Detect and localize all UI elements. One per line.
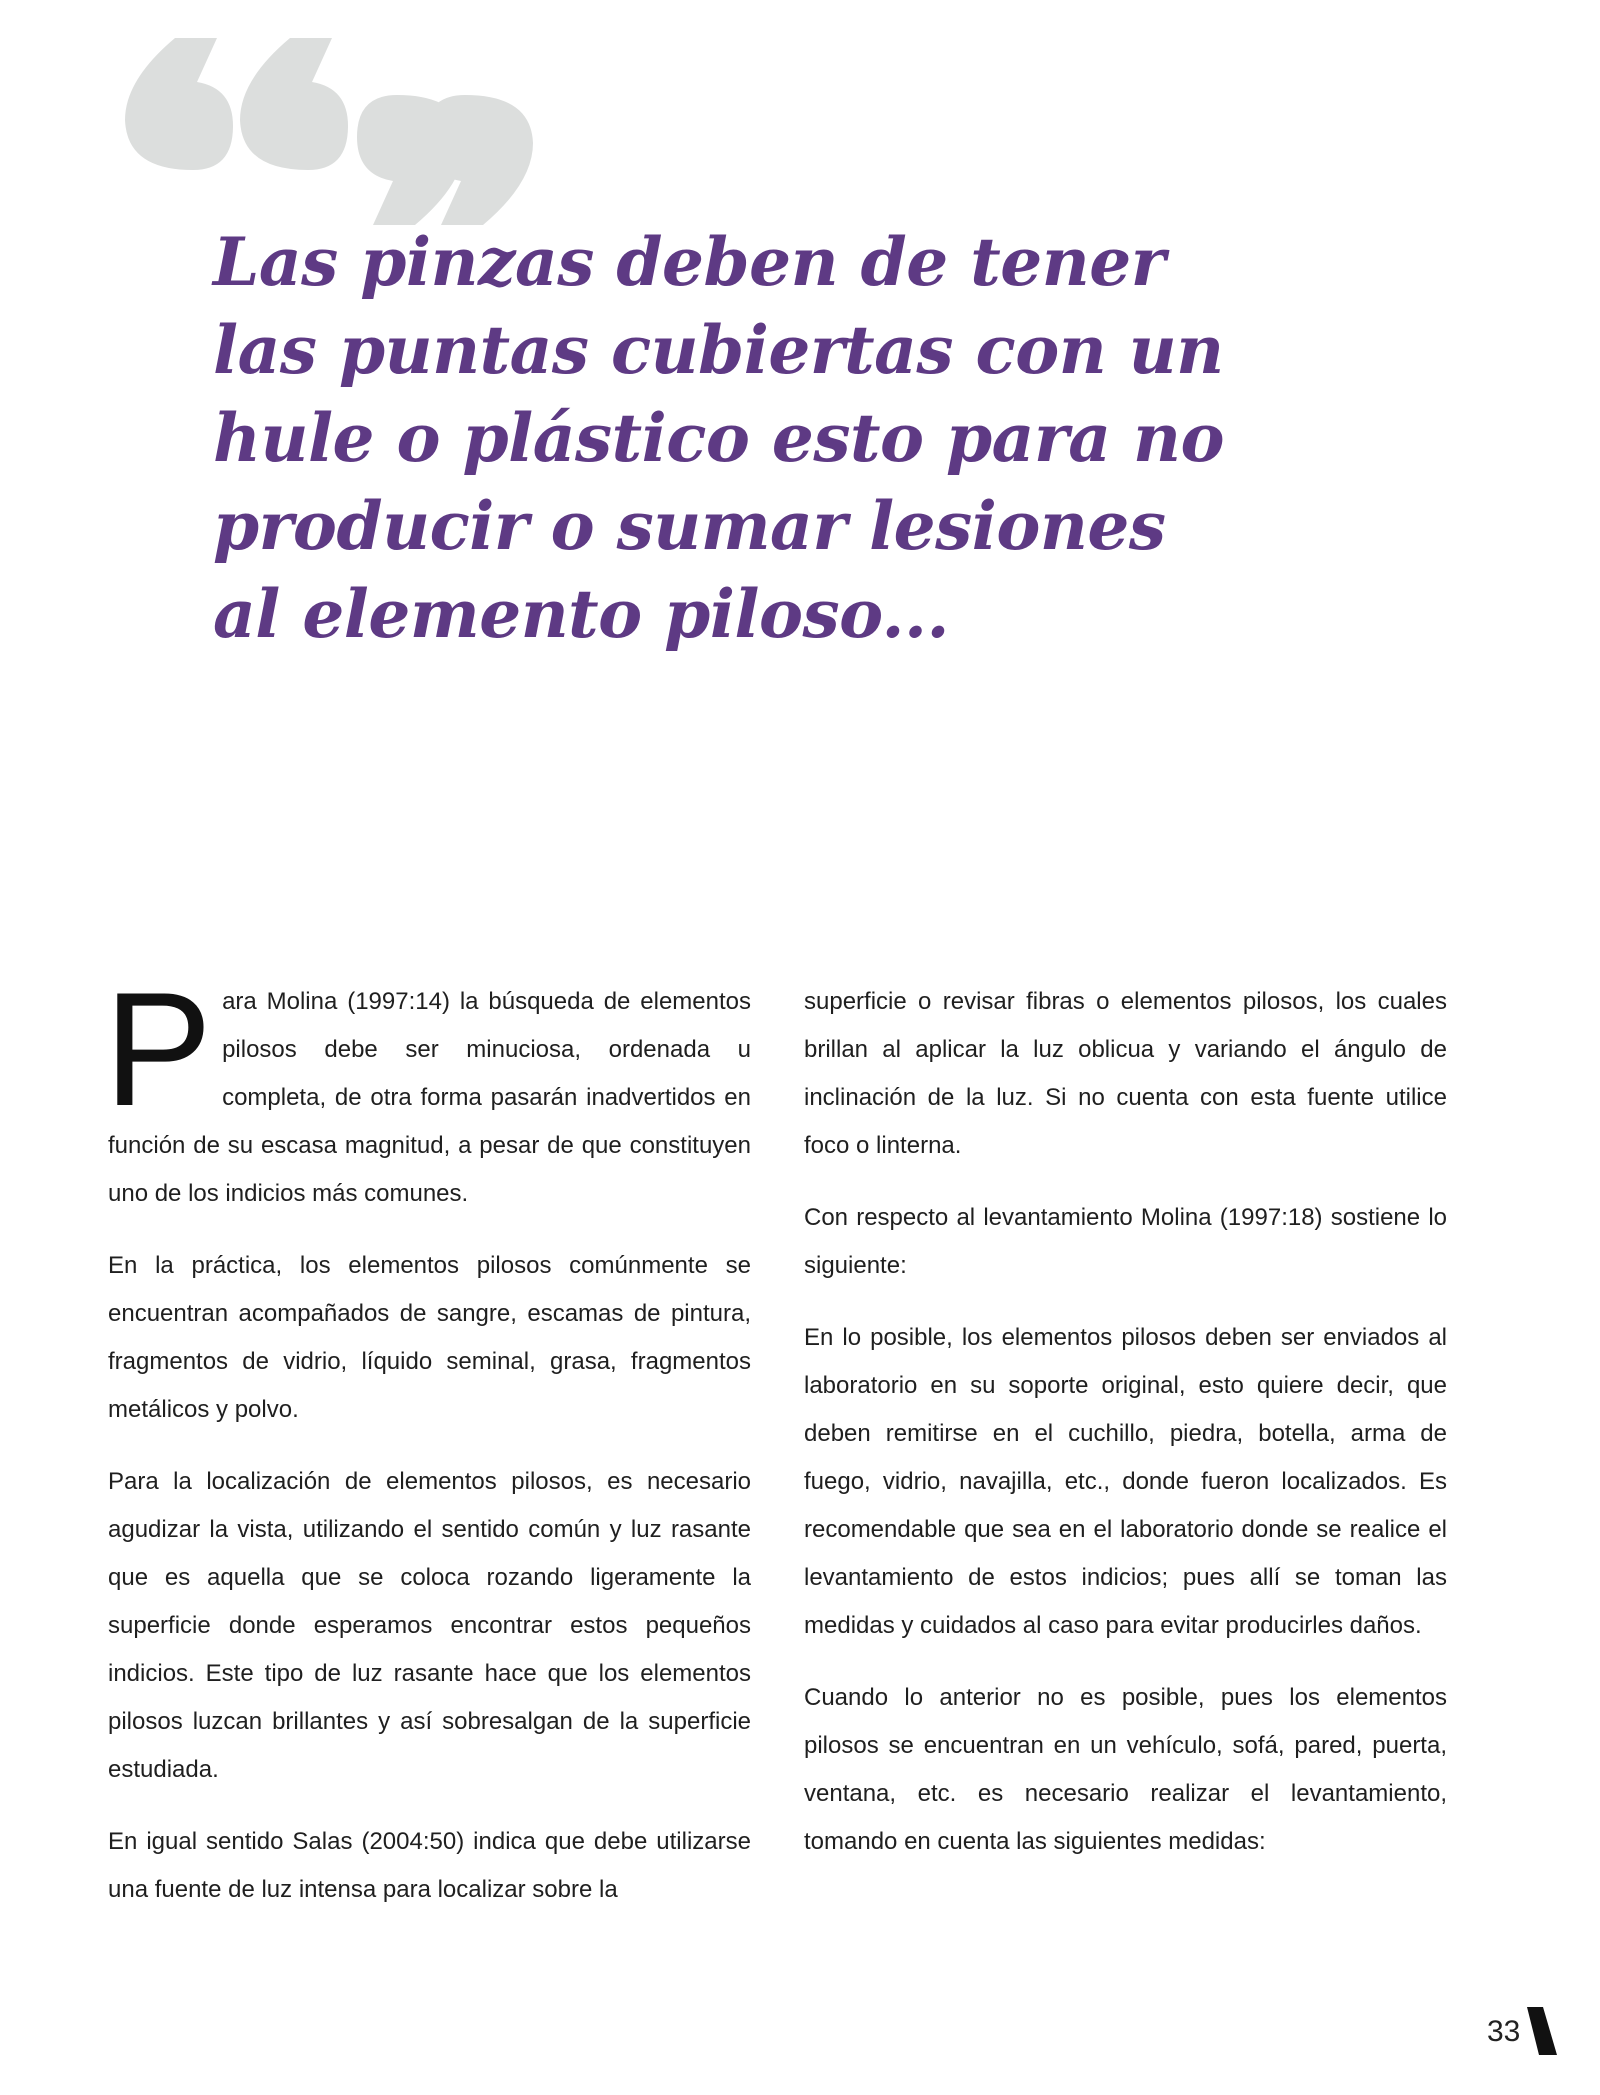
- pull-quote-line: producir o sumar lesiones: [213, 487, 1166, 565]
- body-paragraph: En igual sentido Salas (2004:50) indica que debe utilizarse una fuente de luz intensa para localizar sobre la: [108, 1828, 751, 1903]
- quotation-marks-icon: [115, 20, 535, 240]
- body-column-left: [104, 959, 751, 1938]
- pull-quote-line: Las pinzas deben de tener: [213, 223, 1165, 301]
- body-paragraph: superficie o revisar fibras o elementos pilosos, los cuales brillan al aplicar la luz oblicua y variando el ángulo de inclinación de la luz. Si no cuenta con esta fuente utilice foco o linterna.: [804, 988, 1447, 1159]
- body-paragraph-text: ara Molina (1997:14) la búsqueda de elementos pilosos debe ser minuciosa, ordenada u completa, de otra forma pasarán inadvertidos en función de su escasa magnitud, a pesar de que constituyen uno de los indicios más comunes.: [108, 988, 751, 1207]
- pull-quote-line: hule o plástico esto para no: [213, 399, 1224, 477]
- page-number: 33: [1487, 2015, 1521, 2048]
- body-paragraph: [104, 959, 751, 1218]
- body-paragraph: En lo posible, los elementos pilosos deben ser enviados al laboratorio en su soporte original, esto quiere decir, que deben remitirse en el cuchillo, piedra, botella, arma de fuego, vidrio, navajilla, etc., donde fueron localizados. Es recomendable que sea en el laboratorio donde se realice el levantamiento de estos indicios; pues allí se toman las medidas y cuidados al caso para evitar producirles daños.: [804, 1324, 1447, 1639]
- body-paragraph: Cuando lo anterior no es posible, pues los elementos pilosos se encuentran en un vehículo, sofá, pared, puerta, ventana, etc. es necesario realizar el levantamiento, tomando en cuenta las siguientes medidas:: [804, 1684, 1447, 1855]
- body-paragraph: En la práctica, los elementos pilosos comúnmente se encuentran acompañados de sangre, escamas de pintura, fragmentos de vidrio, líquido seminal, grasa, fragmentos metálicos y polvo.: [108, 1252, 751, 1423]
- body-paragraph: Con respecto al levantamiento Molina (1997:18) sostiene lo siguiente:: [804, 1204, 1447, 1279]
- pull-quote-line: al elemento piloso...: [213, 575, 949, 653]
- pull-quote: [213, 218, 1224, 658]
- body-column-right: [804, 978, 1447, 1890]
- body-paragraph: Para la localización de elementos pilosos, es necesario agudizar la vista, utilizando el sentido común y luz rasante que es aquella que se coloca rozando ligeramente la superficie donde esperamos encontrar estos pequeños indicios. Este tipo de luz rasante hace que los elementos pilosos luzcan brillantes y así sobresalgan de la superficie estudiada.: [108, 1468, 751, 1783]
- page-tab-marker-icon: [1527, 2007, 1557, 2055]
- pull-quote-line: las puntas cubiertas con un: [213, 311, 1224, 389]
- drop-cap: P: [104, 959, 213, 1140]
